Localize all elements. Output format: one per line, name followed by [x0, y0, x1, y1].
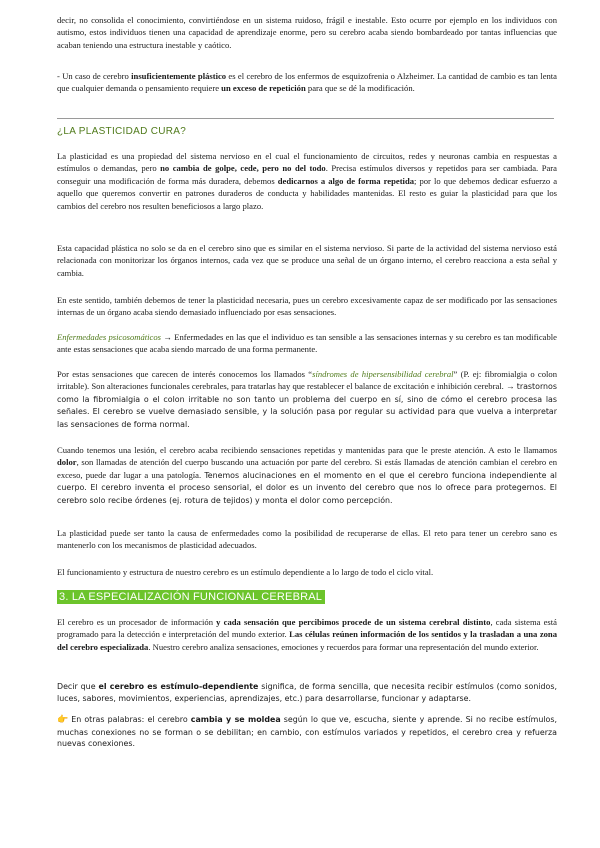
paragraph-insufficient-plastic: - Un caso de cerebro insuficientemente plástico es el cerebro de los enfermos de esquizofrenia o Alzheimer. La cantidad de cambio es tan lenta que cualquier demanda o pensamiento requiere un exceso de repetición para que se dé la modificación.: [57, 71, 558, 94]
paragraph-plasticity-cause: La plasticidad puede ser tanto la causa de enfermedades como la posibilidad de recuperarse de ellas. El reto para tener un cerebro sano es mantenerlo con los mecanismos de plasticidad adecuados.: [57, 528, 557, 551]
paragraph-functioning: El funcionamiento y estructura de nuestro cerebro es un estímulo dependiente a lo largo de todo el ciclo vital.: [57, 567, 434, 577]
paragraph-necessary-plasticity: En este sentido, también debemos de tener la plasticidad necesaria, pues un cerebro excesivamente capaz de ser modificado por las sensaciones internas de un órgano acaba siendo demasiado influenciado por esas sensaciones.: [57, 295, 557, 318]
paragraph-plasticity-definition: La plasticidad es una propiedad del sistema nervioso en el cual el funcionamiento de circuitos, redes y neuronas cambia en respuestas a estímulos o demandas, pero no cambia de golpe, cede, pero no del todo. Precisa estímulos diversos y repetidos para ser cambiada. Para conseguir una modificación de forma más duradera, debemos dedicarnos a algo de forma repetida; por lo que debemos dedicar esfuerzo a aquello que queremos convertir en patrones duraderos de conducta y habilidades mantenidas. El resto es guiar la plasticidad para que los cambios del cerebro nos resulten beneficiosos a largo plazo.: [57, 151, 558, 211]
section-divider: [57, 118, 554, 119]
paragraph-plastic-capacity: Esta capacidad plástica no solo se da en el cerebro sino que es similar en el sistema nervioso. Si parte de la actividad del sistema nervioso está relacionada con monitorizar los órganos internos, cada vez que se produce una señal de un órgano interno, el cerebro reacciona a esta señal y cambia.: [57, 243, 557, 278]
paragraph-text: decir, no consolida el conocimiento, convirtiéndose en un sistema ruidoso, frágil e inestable. Esto ocurre por ejemplo en los individuos con autismo, estos individuos tienen una capacidad de aprendizaje enorme, pero su cerebro acaba siendo bombardeado por tantas influencias que acaban teniendo una estructura inestable y caótico.: [57, 15, 557, 50]
paragraph-information-processor: El cerebro es un procesador de información y cada sensación que percibimos procede de un sistema cerebral distinto, cada sistema está programado para la detección e interpretación del mundo exterior. Las células reúnen información de los sentidos y la trasladan a una zona del cerebro especializada. Nuestro cerebro analiza sensaciones, emociones y recuerdos para formar una representación del mundo exterior.: [57, 617, 558, 652]
section-heading-plasticity-cures: ¿LA PLASTICIDAD CURA?: [57, 126, 187, 137]
paragraph-psychosomatic: Enfermedades psicosomáticos → Enfermedades en las que el individuo es tan sensible a las sensaciones internas y su cerebro es tan modificable ante estas sensaciones que acaba siendo marcado de una forma permanente.: [57, 332, 557, 355]
paragraph-hypersensitivity: Por estas sensaciones que carecen de interés conocemos los llamados “síndromes de hipersensibilidad cerebral” (P. ej: fibromialgia o colon irritable). Son alteraciones funcionales cerebrales, para tratarlas hay que restablecer el balance de excitación e inhibición cerebral. → trastornos como la fibromialgia o el colon irritable no son tanto un problema del cuerpo en sí, sino de cómo el cerebro procesa las señales. El cerebro se vuelve demasiado sensible, y la solución pasa por regular su actividad para que vuelva a interpretar las sensaciones de forma normal.: [57, 369, 557, 429]
pointing-hand-icon: 👉: [57, 715, 69, 725]
paragraph-stimulus-dependent: Decir que el cerebro es estímulo-dependiente significa, de forma sencilla, que necesita recibir estímulos (como sonidos, luces, sabores, movimientos, experiencias, aprendizajes, etc.) para desarrollarse, funcionar y adaptarse.: [57, 682, 557, 703]
section-heading-specialization: 3. LA ESPECIALIZACIÓN FUNCIONAL CEREBRAL: [57, 590, 325, 604]
paragraph-intro-continuation: [57, 14, 557, 51]
paragraph-in-other-words: 👉 En otras palabras: el cerebro cambia y se moldea según lo que ve, escucha, siente y aprende. Si no recibe estímulos, muchas conexiones no se forman o se debilitan; en cambio, con estímulos variados y repetidos, el cerebro crea y refuerza nuevas conexiones.: [57, 715, 557, 748]
paragraph-lesion: Cuando tenemos una lesión, el cerebro acaba recibiendo sensaciones repetidas y mantenidas para que le preste atención. A esto le llamamos dolor, son llamadas de atención del cuerpo buscando una actuación por parte del cerebro. Si estás llamadas de atención cambian el cerebro en exceso, puede dar lugar a una patología. Tenemos alucinaciones en el momento en el que el cerebro funciona independiente al cuerpo. El cerebro inventa el proceso sensorial, el dolor es un invento del cerebro que nos lo ofrece para protegernos. El cerebro solo recibe órdenes (ej. rotura de tejidos) y monta el dolor como percepción.: [57, 445, 557, 505]
